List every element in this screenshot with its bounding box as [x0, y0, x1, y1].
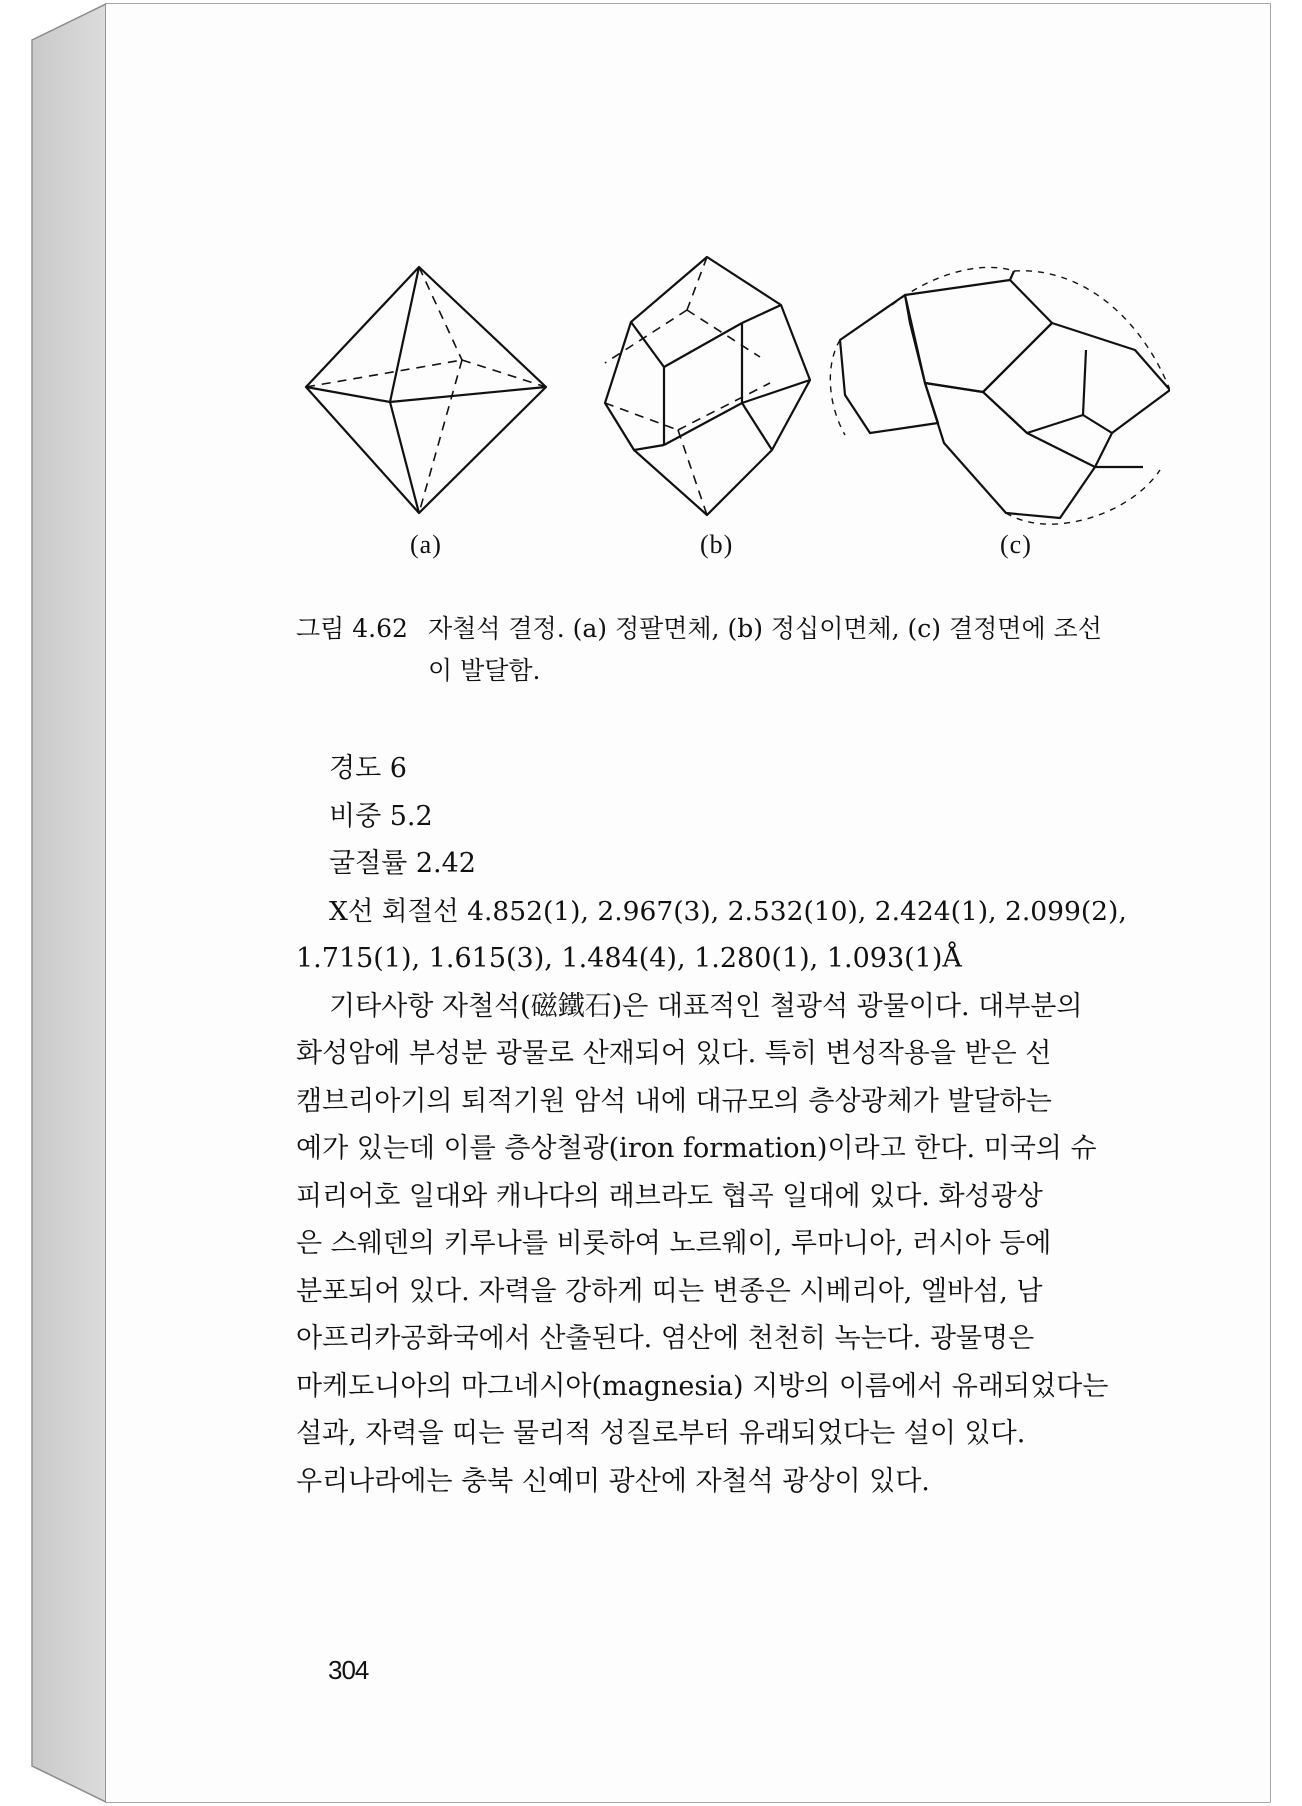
specific-gravity: 비중 5.2	[329, 800, 433, 832]
remarks-line: 아프리카공화국에서 산출된다. 염산에 천천히 녹는다. 광물명은	[296, 1323, 1035, 1354]
octahedron-drawing	[306, 267, 546, 513]
remarks-line: 캠브리아기의 퇴적기원 암석 내에 대규모의 층상광체가 발달하는	[296, 1085, 1052, 1117]
mineral-properties	[296, 745, 1166, 1505]
figure-caption-continuation: 이 발달함.	[428, 656, 541, 685]
figure-label-b: (b)	[700, 530, 734, 559]
figure-caption	[296, 608, 1166, 692]
remarks-line: 설과, 자력을 띠는 물리적 성질로부터 유래되었다는 설이 있다.	[296, 1418, 1026, 1449]
figure-caption-number: 그림 4.62	[296, 614, 408, 643]
remarks-line: 화성암에 부성분 광물로 산재되어 있다. 특히 변성작용을 받은 선	[296, 1038, 1052, 1069]
refractive-index: 굴절률 2.42	[329, 848, 476, 879]
crystal-figures	[290, 255, 1170, 575]
figure-label-c: (c)	[1000, 530, 1032, 559]
figure-label-a: (a)	[410, 530, 442, 559]
remarks-line: 은 스웨덴의 키루나를 비롯하여 노르웨이, 루마니아, 러시아 등에	[296, 1228, 1052, 1259]
remarks-line: 피리어호 일대와 캐나다의 래브라도 협곡 일대에 있다. 화성광상	[296, 1180, 1043, 1212]
remarks-line: 우리나라에는 충북 신예미 광산에 자철석 광상이 있다.	[296, 1465, 930, 1497]
remarks-line: 마케도니아의 마그네시아(magnesia) 지방의 이름에서 유래되었다는	[296, 1370, 1109, 1402]
xray-diffraction-line-1: X선 회절선 4.852(1), 2.967(3), 2.532(10), 2.424(1), 2.099(2),	[329, 895, 1127, 927]
page-number: 304	[328, 1655, 369, 1685]
remarks-line: 기타사항 자철석(磁鐵石)은 대표적인 철광석 광물이다. 대부분의	[329, 990, 1083, 1022]
figure-caption-text: 자철석 결정. (a) 정팔면체, (b) 정십이면체, (c) 결정면에 조선	[428, 614, 1102, 643]
remarks-line: 분포되어 있다. 자력을 강하게 띠는 변종은 시베리아, 엘바섬, 남	[296, 1275, 1043, 1307]
remarks-line: 예가 있는데 이를 층상철광(iron formation)이라고 한다. 미국의 슈	[296, 1133, 1097, 1164]
striated-crystal-drawing	[830, 267, 1170, 524]
xray-diffraction-line-2: 1.715(1), 1.615(3), 1.484(4), 1.280(1), 1.093(1)Å	[296, 943, 962, 974]
hardness: 경도 6	[329, 753, 407, 784]
dodecahedron-drawing	[605, 257, 810, 515]
